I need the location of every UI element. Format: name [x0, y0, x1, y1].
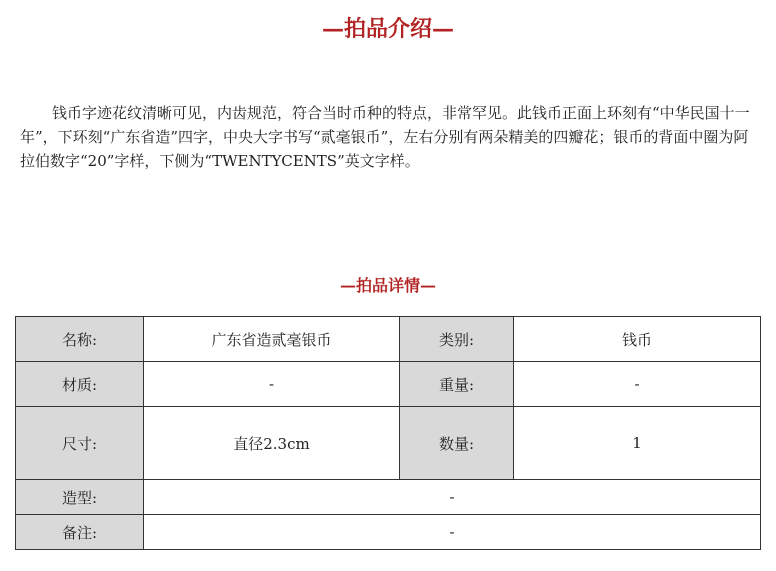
- table-row: [16, 317, 761, 362]
- material-label: 材质:: [16, 362, 144, 407]
- category-value: 钱币: [514, 317, 761, 362]
- table-row: [16, 480, 761, 515]
- size-label: 尺寸:: [16, 407, 144, 480]
- intro-paragraph: 钱币字迹花纹清晰可见，内齿规范，符合当时币种的特点，非常罕见。此钱币正面上环刻有“中华民国十一年”，下环刻“广东省造”四字，中央大字书写“贰毫银币”，左右分别有两朵精美的四瓣花；银币的背面中圈为阿拉伯数字“20”字样，下侧为“TWENTYCENTS”英文字样。: [20, 104, 750, 170]
- quantity-value: 1: [514, 407, 761, 480]
- table-row: [16, 407, 761, 480]
- quantity-label: 数量:: [400, 407, 514, 480]
- shape-label: 造型:: [16, 480, 144, 515]
- weight-label: 重量:: [400, 362, 514, 407]
- remarks-label: 备注:: [16, 515, 144, 550]
- name-value: 广东省造贰毫银币: [144, 317, 400, 362]
- details-table: [15, 316, 761, 550]
- category-label: 类别:: [400, 317, 514, 362]
- intro-title: —拍品介绍—: [321, 16, 454, 42]
- weight-value: -: [514, 362, 761, 407]
- table-row: [16, 362, 761, 407]
- table-row: [16, 515, 761, 550]
- details-title: —拍品详情—: [339, 276, 436, 295]
- shape-value: -: [144, 480, 761, 515]
- name-label: 名称:: [16, 317, 144, 362]
- size-value: 直径2.3cm: [144, 407, 400, 480]
- material-value: -: [144, 362, 400, 407]
- remarks-value: -: [144, 515, 761, 550]
